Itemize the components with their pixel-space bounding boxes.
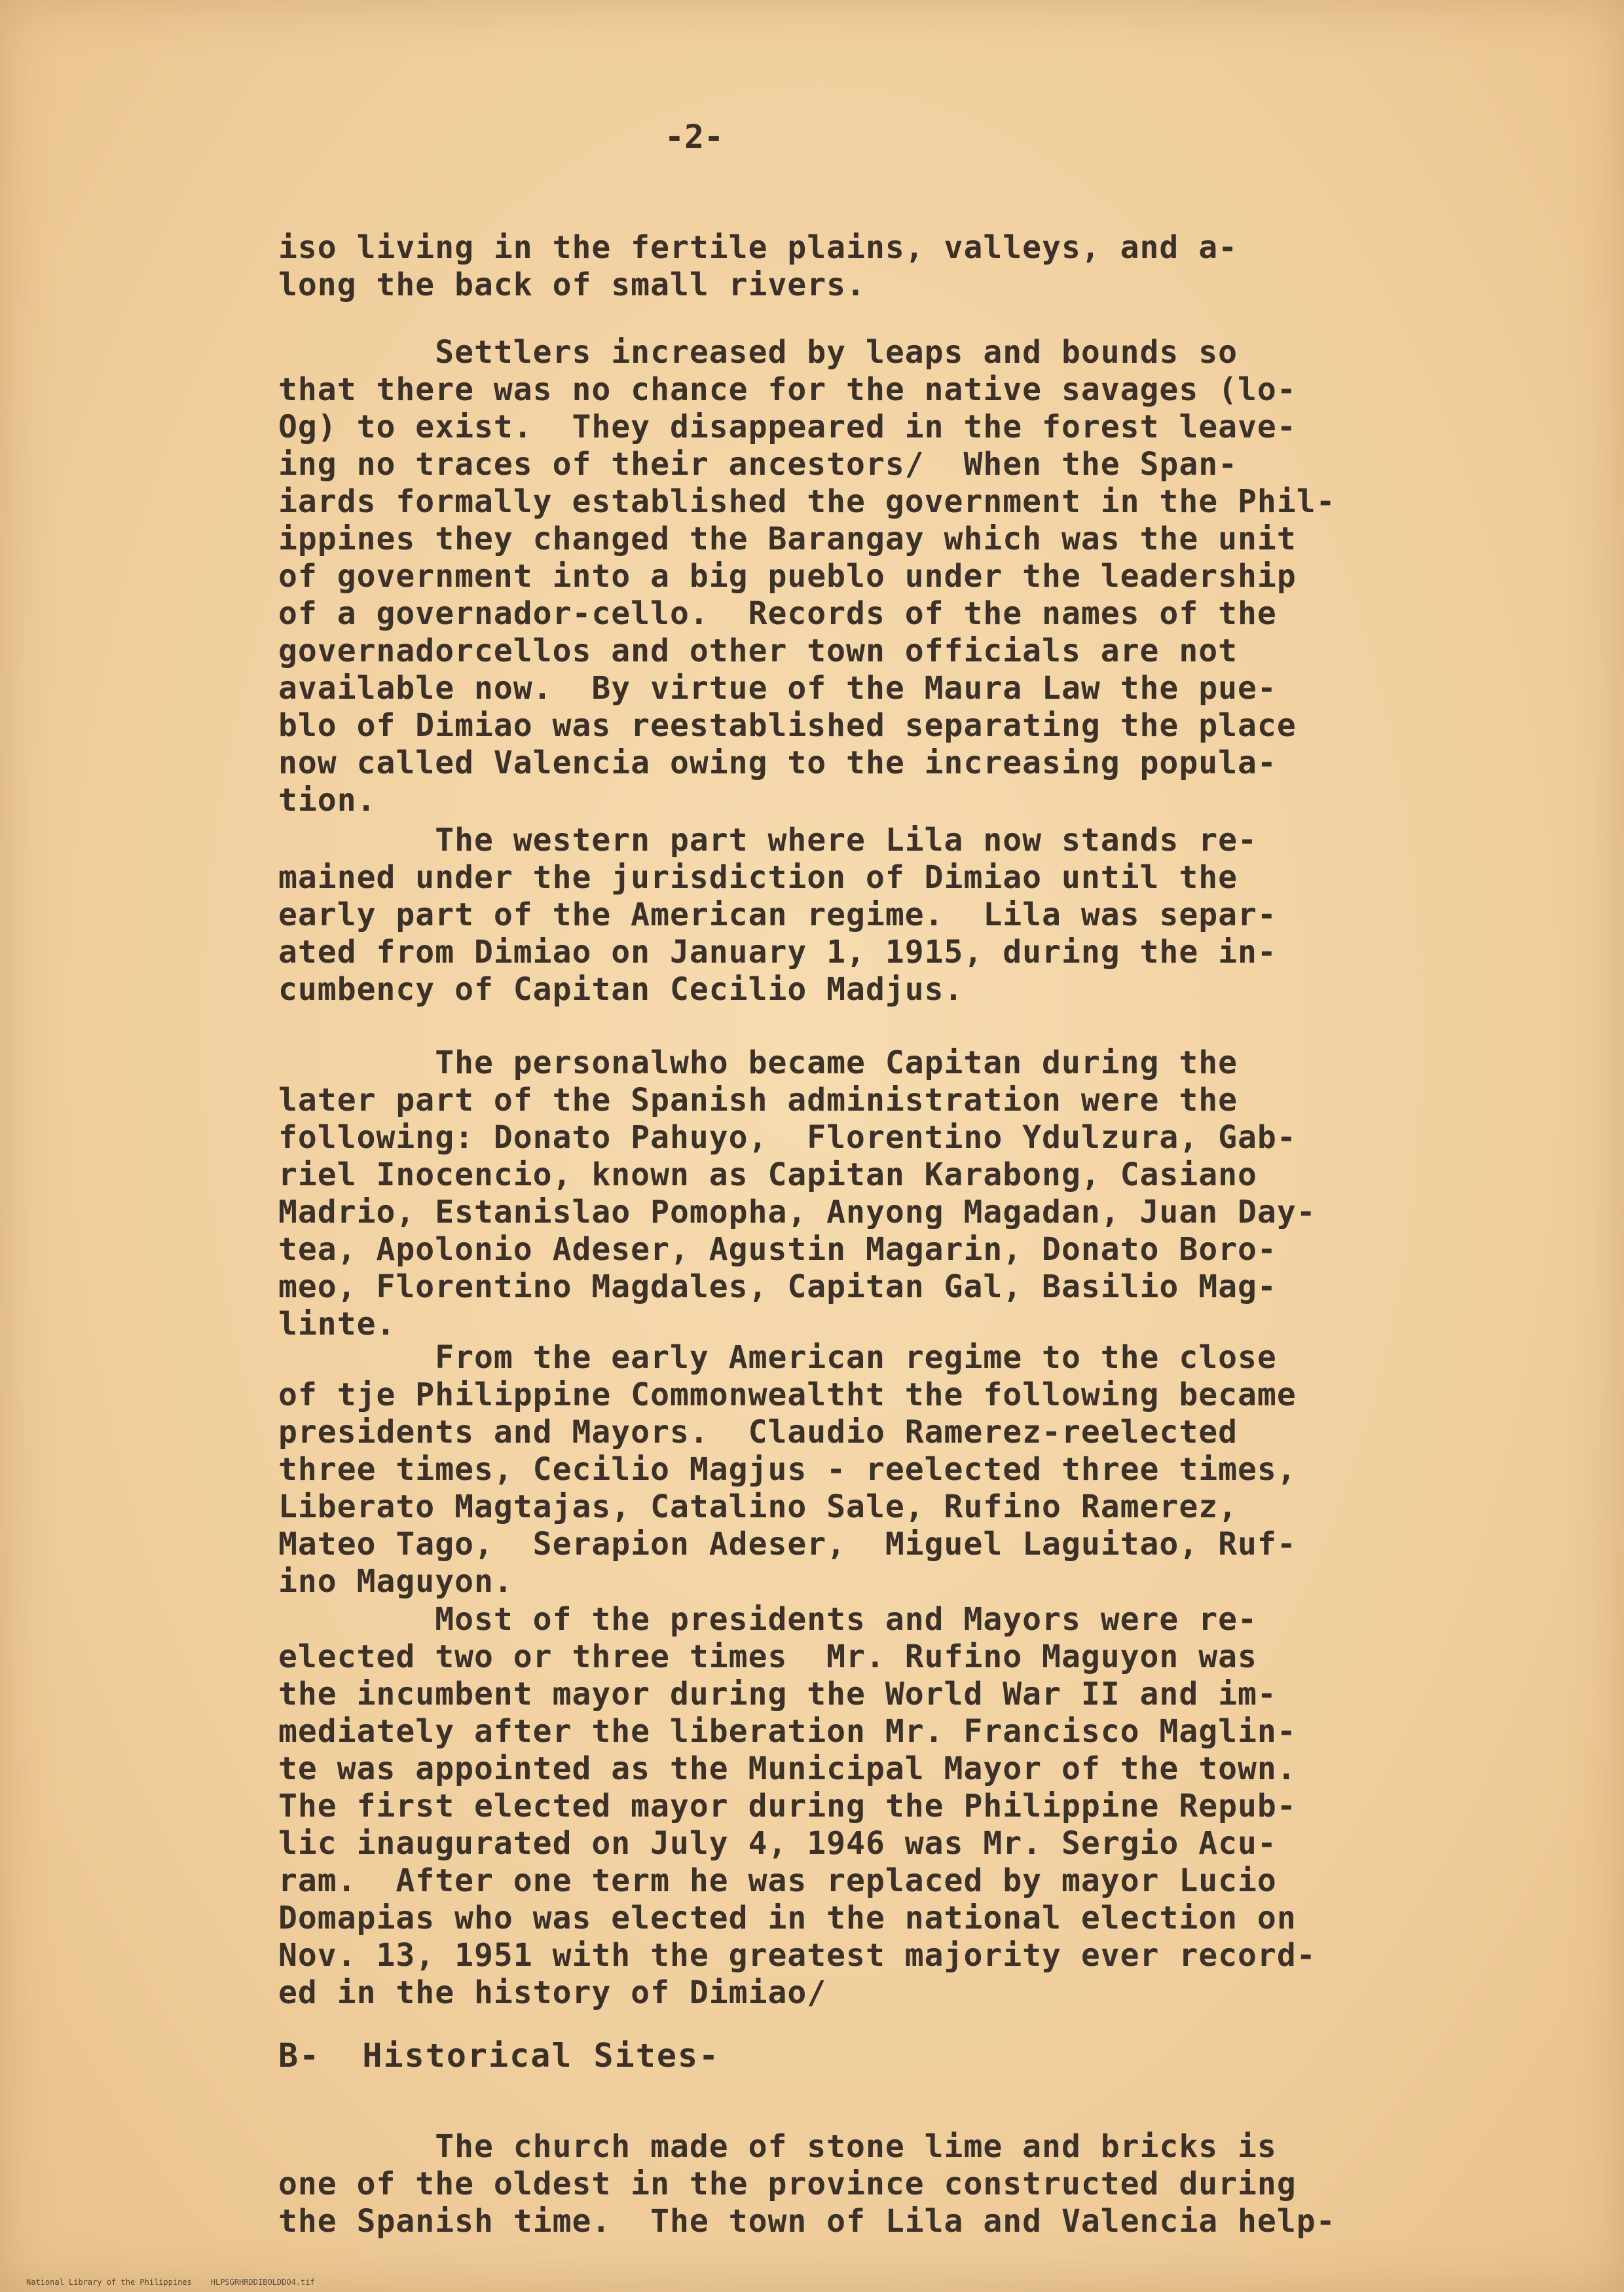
section-heading-historical-sites: B- Historical Sites- bbox=[278, 2037, 720, 2075]
paragraph-lila-separation: The western part where Lila now stands re- mained under the jurisdiction of Dimiao until the early part of the American regime. Lila was separ- ated from Dimiao on January 1, 1915, during the in- cumbency of Capitan Cecilio Madjus. bbox=[278, 822, 1277, 1008]
page-number: -2- bbox=[664, 118, 724, 156]
paragraph-presidents-mayors: From the early American regime to the close of tje Philippine Commonwealtht the following became presidents and Mayors. Claudio Ramerez-reelected three times, Cecilio Magjus - reelected three times, Liberato Magtajas, Catalino Sale, Rufino Ramerez, Mateo Tago, Serapion Adeser, Miguel Laguitao, Ruf- ino Maguyon. bbox=[278, 1339, 1297, 1600]
paragraph-settlers: Settlers increased by leaps and bounds so that there was no chance for the native savages (lo- Og) to exist. They disappeared in the forest leave- ing no traces of their ancestors/ When the Span- iards formally established the government in the Phil- ippines they changed the Barangay which was the unit of government into a big pueblo under the leadership of a governador-cello. Records of the names of the governadorcellos and other town officials are not available now. By virtue of the Maura Law the pue- blo of Dimiao was reestablished separating the place now called Valencia owing to the increasing popula- tion. bbox=[278, 334, 1336, 819]
paragraph-church: The church made of stone lime and bricks is one of the oldest in the province constructed during the Spanish time. The town of Lila and Valencia help- bbox=[278, 2128, 1336, 2240]
paragraph-capitanes: The personalwho became Capitan during the later part of the Spanish administration were the following: Donato Pahuyo, Florentino Ydulzura, Gab- riel Inocencio, known as Capitan Karabong, Casiano Madrio, Estanislao Pomopha, Anyong Magadan, Juan Day- tea, Apolonio Adeser, Agustin Magarin, Donato Boro- meo, Florentino Magdales, Capitan Gal, Basilio Mag- linte. bbox=[278, 1044, 1316, 1342]
paragraph-intro-continuation: iso living in the fertile plains, valleys, and a- long the back of small rivers. bbox=[278, 229, 1238, 303]
paragraph-reelected-mayors: Most of the presidents and Mayors were re- elected two or three times Mr. Rufino Maguyon was the incumbent mayor during the World War II and im- mediately after the liberation Mr. Francisco Maglin- te was appointed as the Municipal Mayor of the town. The first elected mayor during the Philippine Repub- lic inaugurated on July 4, 1946 was Mr. Sergio Acu- ram. After one term he was replaced by mayor Lucio Domapias who was elected in the national election on Nov. 13, 1951 with the greatest majority ever record- ed in the history of Dimiao/ bbox=[278, 1601, 1316, 2011]
archive-footer: National Library of the Philippines HLPSGRHRDDIBOLDDO4.tif bbox=[26, 2278, 315, 2287]
